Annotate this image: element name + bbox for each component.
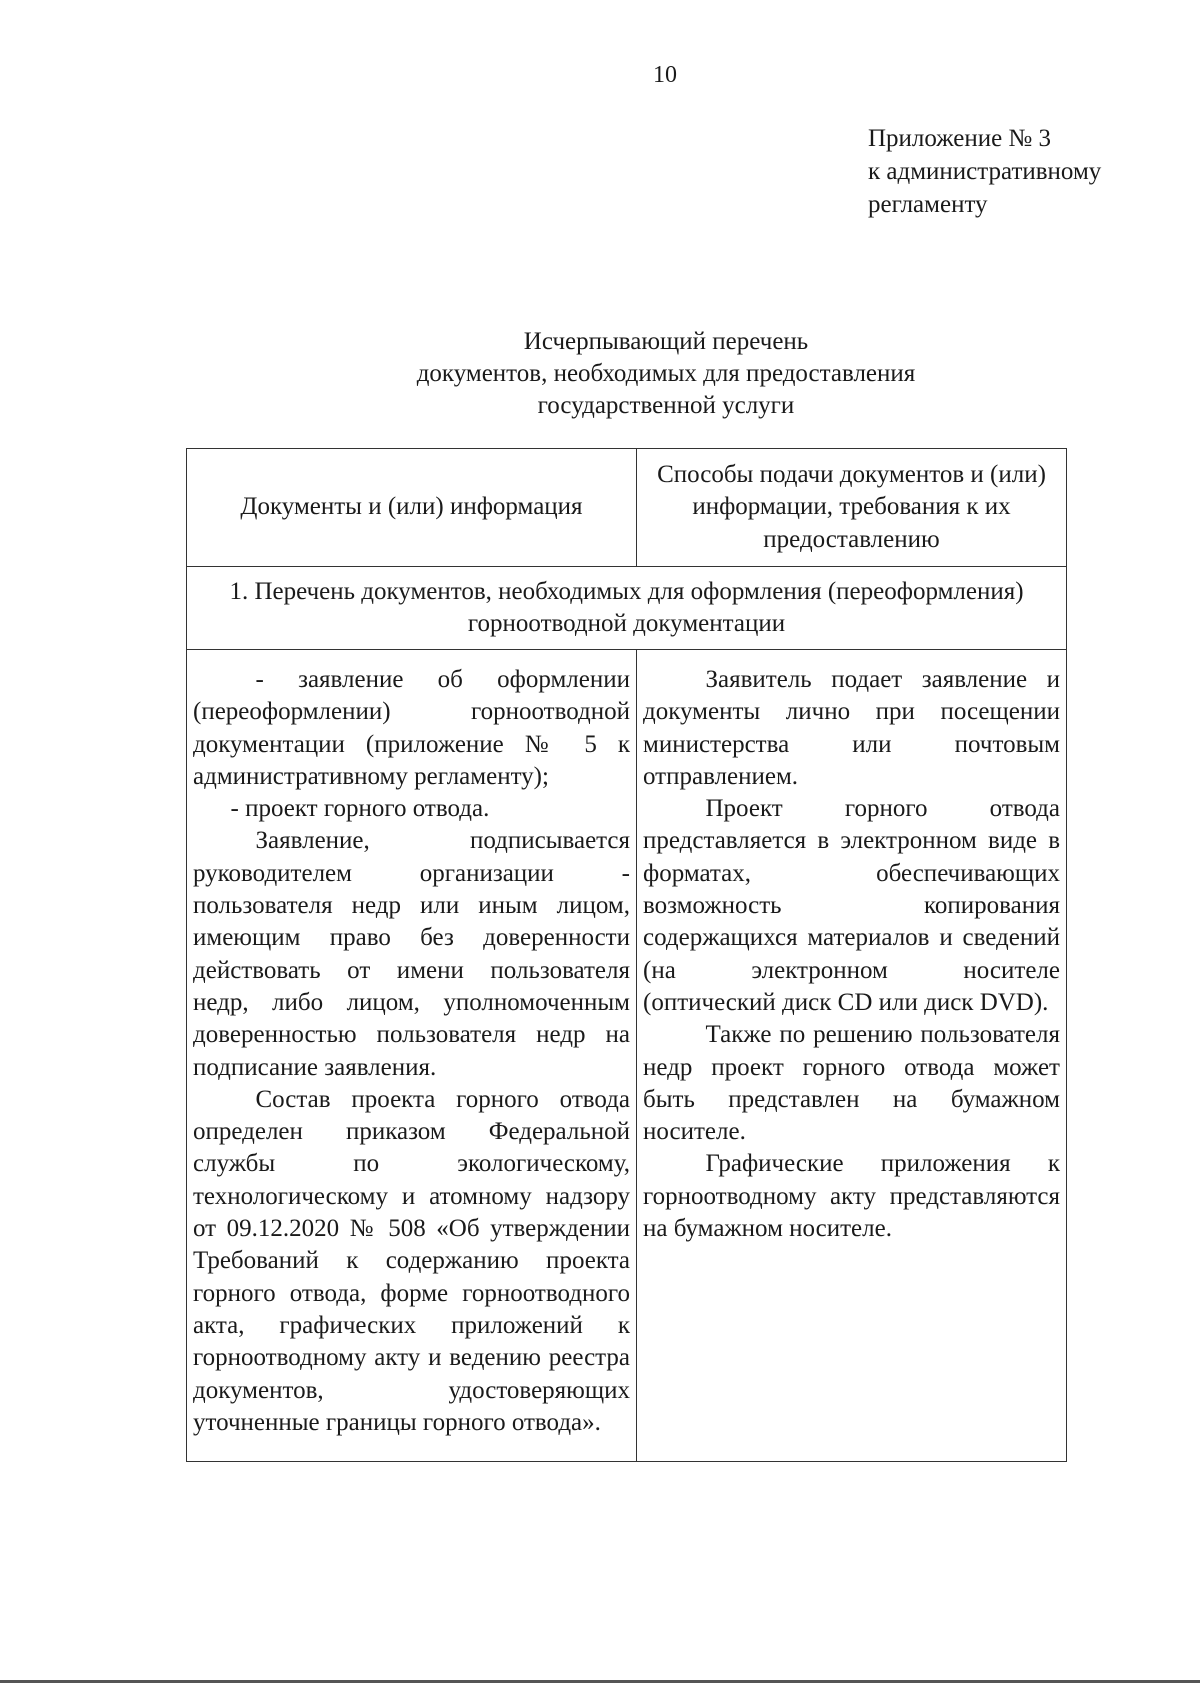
- documents-cell: [187, 650, 637, 1462]
- appendix-line: регламенту: [868, 191, 988, 218]
- paragraph: Заявление, подписывается руководителем организации - пользователя недр или иным лицом, имеющим право без доверенности действовать от имени пользователя недр, либо лицом, уполномоченным доверенностью пользователя недр на подписание заявления.: [193, 827, 630, 1081]
- header-submission-methods: Способы подачи документов и (или) информации, требования к их предоставлению: [637, 449, 1067, 567]
- title-line: Исчерпывающий перечень: [523, 328, 809, 355]
- table-row: [187, 650, 1067, 1462]
- table-header-row: [187, 449, 1067, 567]
- paragraph: Проект горного отвода представляется в электронном виде в форматах, обеспечивающих возможность копирования содержащихся материалов и сведений (на электронном носителе (оптический диск CD или диск DVD).: [643, 795, 1060, 1016]
- appendix-line: к административному: [868, 158, 1102, 185]
- paragraph: Также по решению пользователя недр проект горного отвода может быть представлен на бумажном носителе.: [643, 1021, 1060, 1146]
- paragraph: - проект горного отвода.: [230, 795, 490, 823]
- paragraph: Графические приложения к горноотводному акту представляются на бумажном носителе.: [643, 1150, 1060, 1243]
- document-title: [186, 326, 1146, 422]
- paragraph: Заявитель подает заявление и документы лично при посещении министерства или почтовым отправлением.: [643, 666, 1060, 790]
- paragraph: - заявление об оформлении (переоформлении) горноотводной документации (приложение № 5 к административному регламенту);: [193, 666, 630, 790]
- paragraph: Состав проекта горного отвода определен приказом Федеральной службы по экологическому, технологическому и атомному надзору от 09.12.2020 № 508 «Об утверждении Требований к содержанию проекта горного отвода, форме горноотводного акта, графических приложений к горноотводному акту и ведению реестра документов, удостоверяющих уточненные границы горного отвода».: [193, 1085, 630, 1436]
- appendix-note: [868, 122, 1188, 221]
- scan-edge-line: [0, 1680, 1200, 1683]
- methods-cell: [637, 650, 1067, 1462]
- title-line: документов, необходимых для предоставления: [416, 360, 916, 387]
- title-line: государственной услуги: [537, 392, 795, 419]
- appendix-line: Приложение № 3: [868, 125, 1052, 152]
- page-number: 10: [653, 62, 677, 88]
- header-documents: Документы и (или) информация: [187, 449, 637, 567]
- section-title: 1. Перечень документов, необходимых для оформления (переоформления) горноотводной документации: [187, 567, 1067, 650]
- documents-table: [186, 448, 1067, 1462]
- section-row: [187, 567, 1067, 650]
